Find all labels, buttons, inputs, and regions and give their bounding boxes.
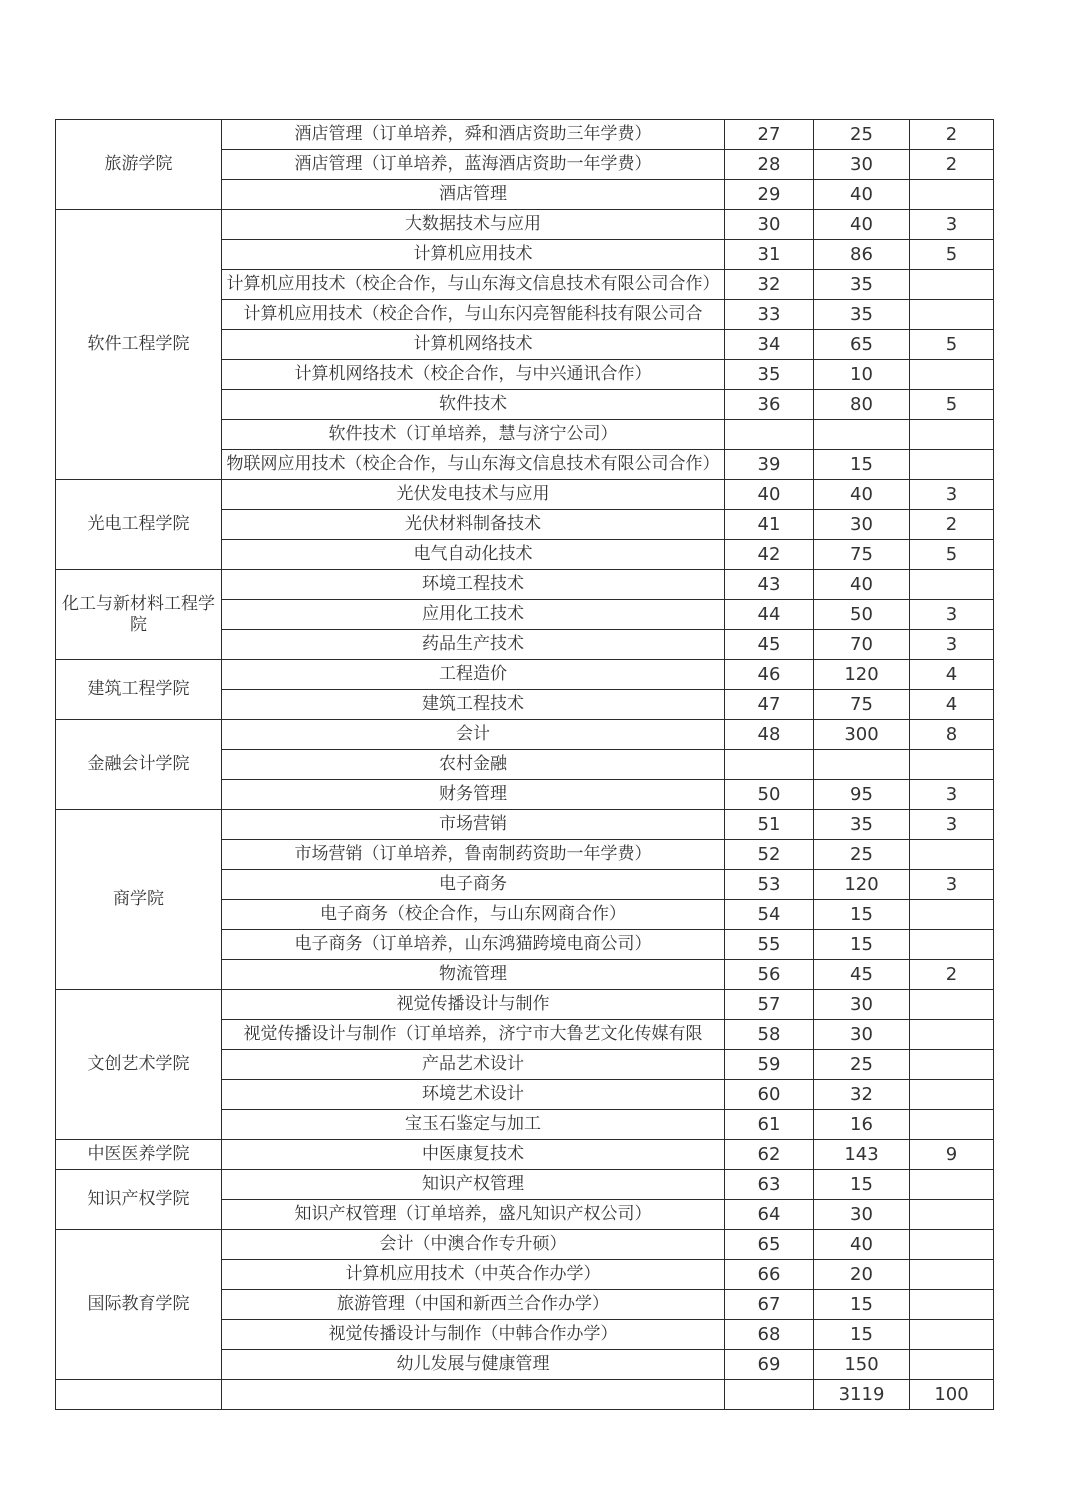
college-cell: 中医医养学院	[56, 1140, 222, 1170]
extra-cell	[910, 840, 994, 870]
quota-cell: 50	[814, 600, 910, 630]
quota-cell: 75	[814, 690, 910, 720]
number-cell: 52	[725, 840, 814, 870]
table-row	[56, 720, 994, 750]
extra-cell: 3	[910, 210, 994, 240]
extra-cell	[910, 1080, 994, 1110]
major-cell: 旅游管理（中国和新西兰合作办学）	[222, 1290, 725, 1320]
table-row	[56, 660, 994, 690]
number-cell: 29	[725, 180, 814, 210]
table-row	[56, 1230, 994, 1260]
quota-cell: 15	[814, 1320, 910, 1350]
major-cell: 工程造价	[222, 660, 725, 690]
quota-cell: 65	[814, 330, 910, 360]
number-cell: 48	[725, 720, 814, 750]
number-cell: 43	[725, 570, 814, 600]
major-cell: 会计（中澳合作专升硕）	[222, 1230, 725, 1260]
extra-cell	[910, 1260, 994, 1290]
table-row	[56, 570, 994, 600]
number-cell: 55	[725, 930, 814, 960]
extra-cell: 8	[910, 720, 994, 750]
total-extra-cell: 100	[910, 1380, 994, 1410]
major-cell: 应用化工技术	[222, 600, 725, 630]
quota-cell: 143	[814, 1140, 910, 1170]
major-cell: 软件技术	[222, 390, 725, 420]
extra-cell	[910, 1020, 994, 1050]
extra-cell	[910, 180, 994, 210]
extra-cell: 3	[910, 600, 994, 630]
major-cell: 电子商务（校企合作，与山东网商合作）	[222, 900, 725, 930]
major-cell: 酒店管理	[222, 180, 725, 210]
quota-cell: 40	[814, 570, 910, 600]
total-college-cell	[56, 1380, 222, 1410]
number-cell: 69	[725, 1350, 814, 1380]
extra-cell: 3	[910, 780, 994, 810]
quota-cell: 25	[814, 120, 910, 150]
number-cell: 47	[725, 690, 814, 720]
major-cell: 软件技术（订单培养，慧与济宁公司）	[222, 420, 725, 450]
extra-cell	[910, 1170, 994, 1200]
college-cell: 光电工程学院	[56, 480, 222, 570]
quota-cell: 40	[814, 1230, 910, 1260]
major-cell: 物联网应用技术（校企合作，与山东海文信息技术有限公司合作）	[222, 450, 725, 480]
extra-cell: 2	[910, 150, 994, 180]
quota-cell: 30	[814, 1200, 910, 1230]
major-cell: 计算机应用技术（中英合作办学）	[222, 1260, 725, 1290]
number-cell: 45	[725, 630, 814, 660]
quota-cell: 25	[814, 1050, 910, 1080]
quota-cell: 35	[814, 810, 910, 840]
number-cell: 31	[725, 240, 814, 270]
college-cell: 商学院	[56, 810, 222, 990]
number-cell: 32	[725, 270, 814, 300]
extra-cell: 3	[910, 480, 994, 510]
extra-cell	[910, 990, 994, 1020]
major-cell: 农村金融	[222, 750, 725, 780]
extra-cell: 5	[910, 330, 994, 360]
major-cell: 环境艺术设计	[222, 1080, 725, 1110]
quota-cell: 150	[814, 1350, 910, 1380]
extra-cell: 5	[910, 540, 994, 570]
number-cell: 41	[725, 510, 814, 540]
number-cell: 30	[725, 210, 814, 240]
quota-cell: 40	[814, 480, 910, 510]
total-number-cell	[725, 1380, 814, 1410]
extra-cell: 2	[910, 960, 994, 990]
major-cell: 计算机应用技术（校企合作，与山东闪亮智能科技有限公司合	[222, 300, 725, 330]
quota-cell: 16	[814, 1110, 910, 1140]
major-cell: 幼儿发展与健康管理	[222, 1350, 725, 1380]
major-cell: 计算机应用技术	[222, 240, 725, 270]
number-cell: 35	[725, 360, 814, 390]
quota-cell: 15	[814, 1170, 910, 1200]
total-major-cell	[222, 1380, 725, 1410]
number-cell: 63	[725, 1170, 814, 1200]
major-cell: 产品艺术设计	[222, 1050, 725, 1080]
college-cell: 旅游学院	[56, 120, 222, 210]
number-cell: 60	[725, 1080, 814, 1110]
number-cell: 34	[725, 330, 814, 360]
number-cell: 36	[725, 390, 814, 420]
number-cell: 39	[725, 450, 814, 480]
major-cell: 视觉传播设计与制作	[222, 990, 725, 1020]
quota-cell	[814, 420, 910, 450]
major-cell: 建筑工程技术	[222, 690, 725, 720]
number-cell: 62	[725, 1140, 814, 1170]
extra-cell	[910, 570, 994, 600]
major-cell: 酒店管理（订单培养，蓝海酒店资助一年学费）	[222, 150, 725, 180]
extra-cell	[910, 1350, 994, 1380]
table-row	[56, 990, 994, 1020]
extra-cell	[910, 300, 994, 330]
major-cell: 市场营销	[222, 810, 725, 840]
number-cell: 54	[725, 900, 814, 930]
major-cell: 电子商务	[222, 870, 725, 900]
extra-cell	[910, 420, 994, 450]
number-cell: 58	[725, 1020, 814, 1050]
extra-cell	[910, 360, 994, 390]
quota-cell: 95	[814, 780, 910, 810]
college-cell: 国际教育学院	[56, 1230, 222, 1380]
major-cell: 光伏发电技术与应用	[222, 480, 725, 510]
extra-cell: 5	[910, 390, 994, 420]
quota-cell: 15	[814, 450, 910, 480]
quota-cell: 120	[814, 870, 910, 900]
number-cell: 64	[725, 1200, 814, 1230]
quota-cell: 15	[814, 1290, 910, 1320]
number-cell: 68	[725, 1320, 814, 1350]
number-cell: 61	[725, 1110, 814, 1140]
quota-cell: 300	[814, 720, 910, 750]
quota-cell: 80	[814, 390, 910, 420]
major-cell: 电子商务（订单培养，山东鸿猫跨境电商公司）	[222, 930, 725, 960]
number-cell: 28	[725, 150, 814, 180]
number-cell	[725, 420, 814, 450]
extra-cell	[910, 1320, 994, 1350]
college-cell: 化工与新材料工程学院	[56, 570, 222, 660]
college-cell: 文创艺术学院	[56, 990, 222, 1140]
major-cell: 宝玉石鉴定与加工	[222, 1110, 725, 1140]
extra-cell: 2	[910, 510, 994, 540]
quota-cell: 75	[814, 540, 910, 570]
number-cell: 59	[725, 1050, 814, 1080]
extra-cell	[910, 1050, 994, 1080]
extra-cell: 4	[910, 660, 994, 690]
table-row	[56, 810, 994, 840]
extra-cell	[910, 1230, 994, 1260]
number-cell: 27	[725, 120, 814, 150]
number-cell: 46	[725, 660, 814, 690]
number-cell: 56	[725, 960, 814, 990]
major-cell: 知识产权管理	[222, 1170, 725, 1200]
number-cell: 67	[725, 1290, 814, 1320]
major-cell: 视觉传播设计与制作（订单培养，济宁市大鲁艺文化传媒有限	[222, 1020, 725, 1050]
major-cell: 知识产权管理（订单培养，盛凡知识产权公司）	[222, 1200, 725, 1230]
extra-cell	[910, 1290, 994, 1320]
table-row	[56, 210, 994, 240]
extra-cell: 4	[910, 690, 994, 720]
number-cell: 65	[725, 1230, 814, 1260]
extra-cell: 9	[910, 1140, 994, 1170]
number-cell: 50	[725, 780, 814, 810]
total-quota-cell: 3119	[814, 1380, 910, 1410]
major-cell: 计算机网络技术（校企合作，与中兴通讯合作）	[222, 360, 725, 390]
quota-cell: 15	[814, 900, 910, 930]
quota-cell: 86	[814, 240, 910, 270]
enrollment-table	[55, 119, 994, 1410]
major-cell: 物流管理	[222, 960, 725, 990]
quota-cell: 30	[814, 1020, 910, 1050]
quota-cell: 35	[814, 300, 910, 330]
major-cell: 酒店管理（订单培养，舜和酒店资助三年学费）	[222, 120, 725, 150]
major-cell: 会计	[222, 720, 725, 750]
extra-cell	[910, 450, 994, 480]
college-cell: 软件工程学院	[56, 210, 222, 480]
extra-cell: 3	[910, 810, 994, 840]
quota-cell: 40	[814, 180, 910, 210]
major-cell: 视觉传播设计与制作（中韩合作办学）	[222, 1320, 725, 1350]
number-cell	[725, 750, 814, 780]
extra-cell	[910, 900, 994, 930]
number-cell: 42	[725, 540, 814, 570]
major-cell: 中医康复技术	[222, 1140, 725, 1170]
quota-cell: 70	[814, 630, 910, 660]
quota-cell: 40	[814, 210, 910, 240]
major-cell: 市场营销（订单培养，鲁南制药资助一年学费）	[222, 840, 725, 870]
extra-cell: 3	[910, 630, 994, 660]
extra-cell	[910, 750, 994, 780]
number-cell: 33	[725, 300, 814, 330]
major-cell: 财务管理	[222, 780, 725, 810]
quota-cell: 15	[814, 930, 910, 960]
college-cell: 建筑工程学院	[56, 660, 222, 720]
quota-cell: 10	[814, 360, 910, 390]
quota-cell: 25	[814, 840, 910, 870]
extra-cell	[910, 1200, 994, 1230]
table-body	[56, 120, 994, 1410]
major-cell: 计算机应用技术（校企合作，与山东海文信息技术有限公司合作）	[222, 270, 725, 300]
extra-cell	[910, 270, 994, 300]
major-cell: 光伏材料制备技术	[222, 510, 725, 540]
extra-cell	[910, 930, 994, 960]
college-cell: 知识产权学院	[56, 1170, 222, 1230]
college-cell: 金融会计学院	[56, 720, 222, 810]
number-cell: 51	[725, 810, 814, 840]
extra-cell: 5	[910, 240, 994, 270]
quota-cell: 30	[814, 510, 910, 540]
quota-cell: 32	[814, 1080, 910, 1110]
table-row	[56, 1170, 994, 1200]
extra-cell	[910, 1110, 994, 1140]
major-cell: 药品生产技术	[222, 630, 725, 660]
number-cell: 66	[725, 1260, 814, 1290]
extra-cell: 2	[910, 120, 994, 150]
number-cell: 40	[725, 480, 814, 510]
number-cell: 44	[725, 600, 814, 630]
major-cell: 环境工程技术	[222, 570, 725, 600]
quota-cell: 120	[814, 660, 910, 690]
quota-cell: 20	[814, 1260, 910, 1290]
quota-cell: 30	[814, 990, 910, 1020]
number-cell: 53	[725, 870, 814, 900]
table-row	[56, 1140, 994, 1170]
table-row	[56, 480, 994, 510]
quota-cell	[814, 750, 910, 780]
major-cell: 电气自动化技术	[222, 540, 725, 570]
major-cell: 大数据技术与应用	[222, 210, 725, 240]
quota-cell: 35	[814, 270, 910, 300]
total-row	[56, 1380, 994, 1410]
quota-cell: 45	[814, 960, 910, 990]
table-row	[56, 120, 994, 150]
number-cell: 57	[725, 990, 814, 1020]
major-cell: 计算机网络技术	[222, 330, 725, 360]
quota-cell: 30	[814, 150, 910, 180]
extra-cell: 3	[910, 870, 994, 900]
